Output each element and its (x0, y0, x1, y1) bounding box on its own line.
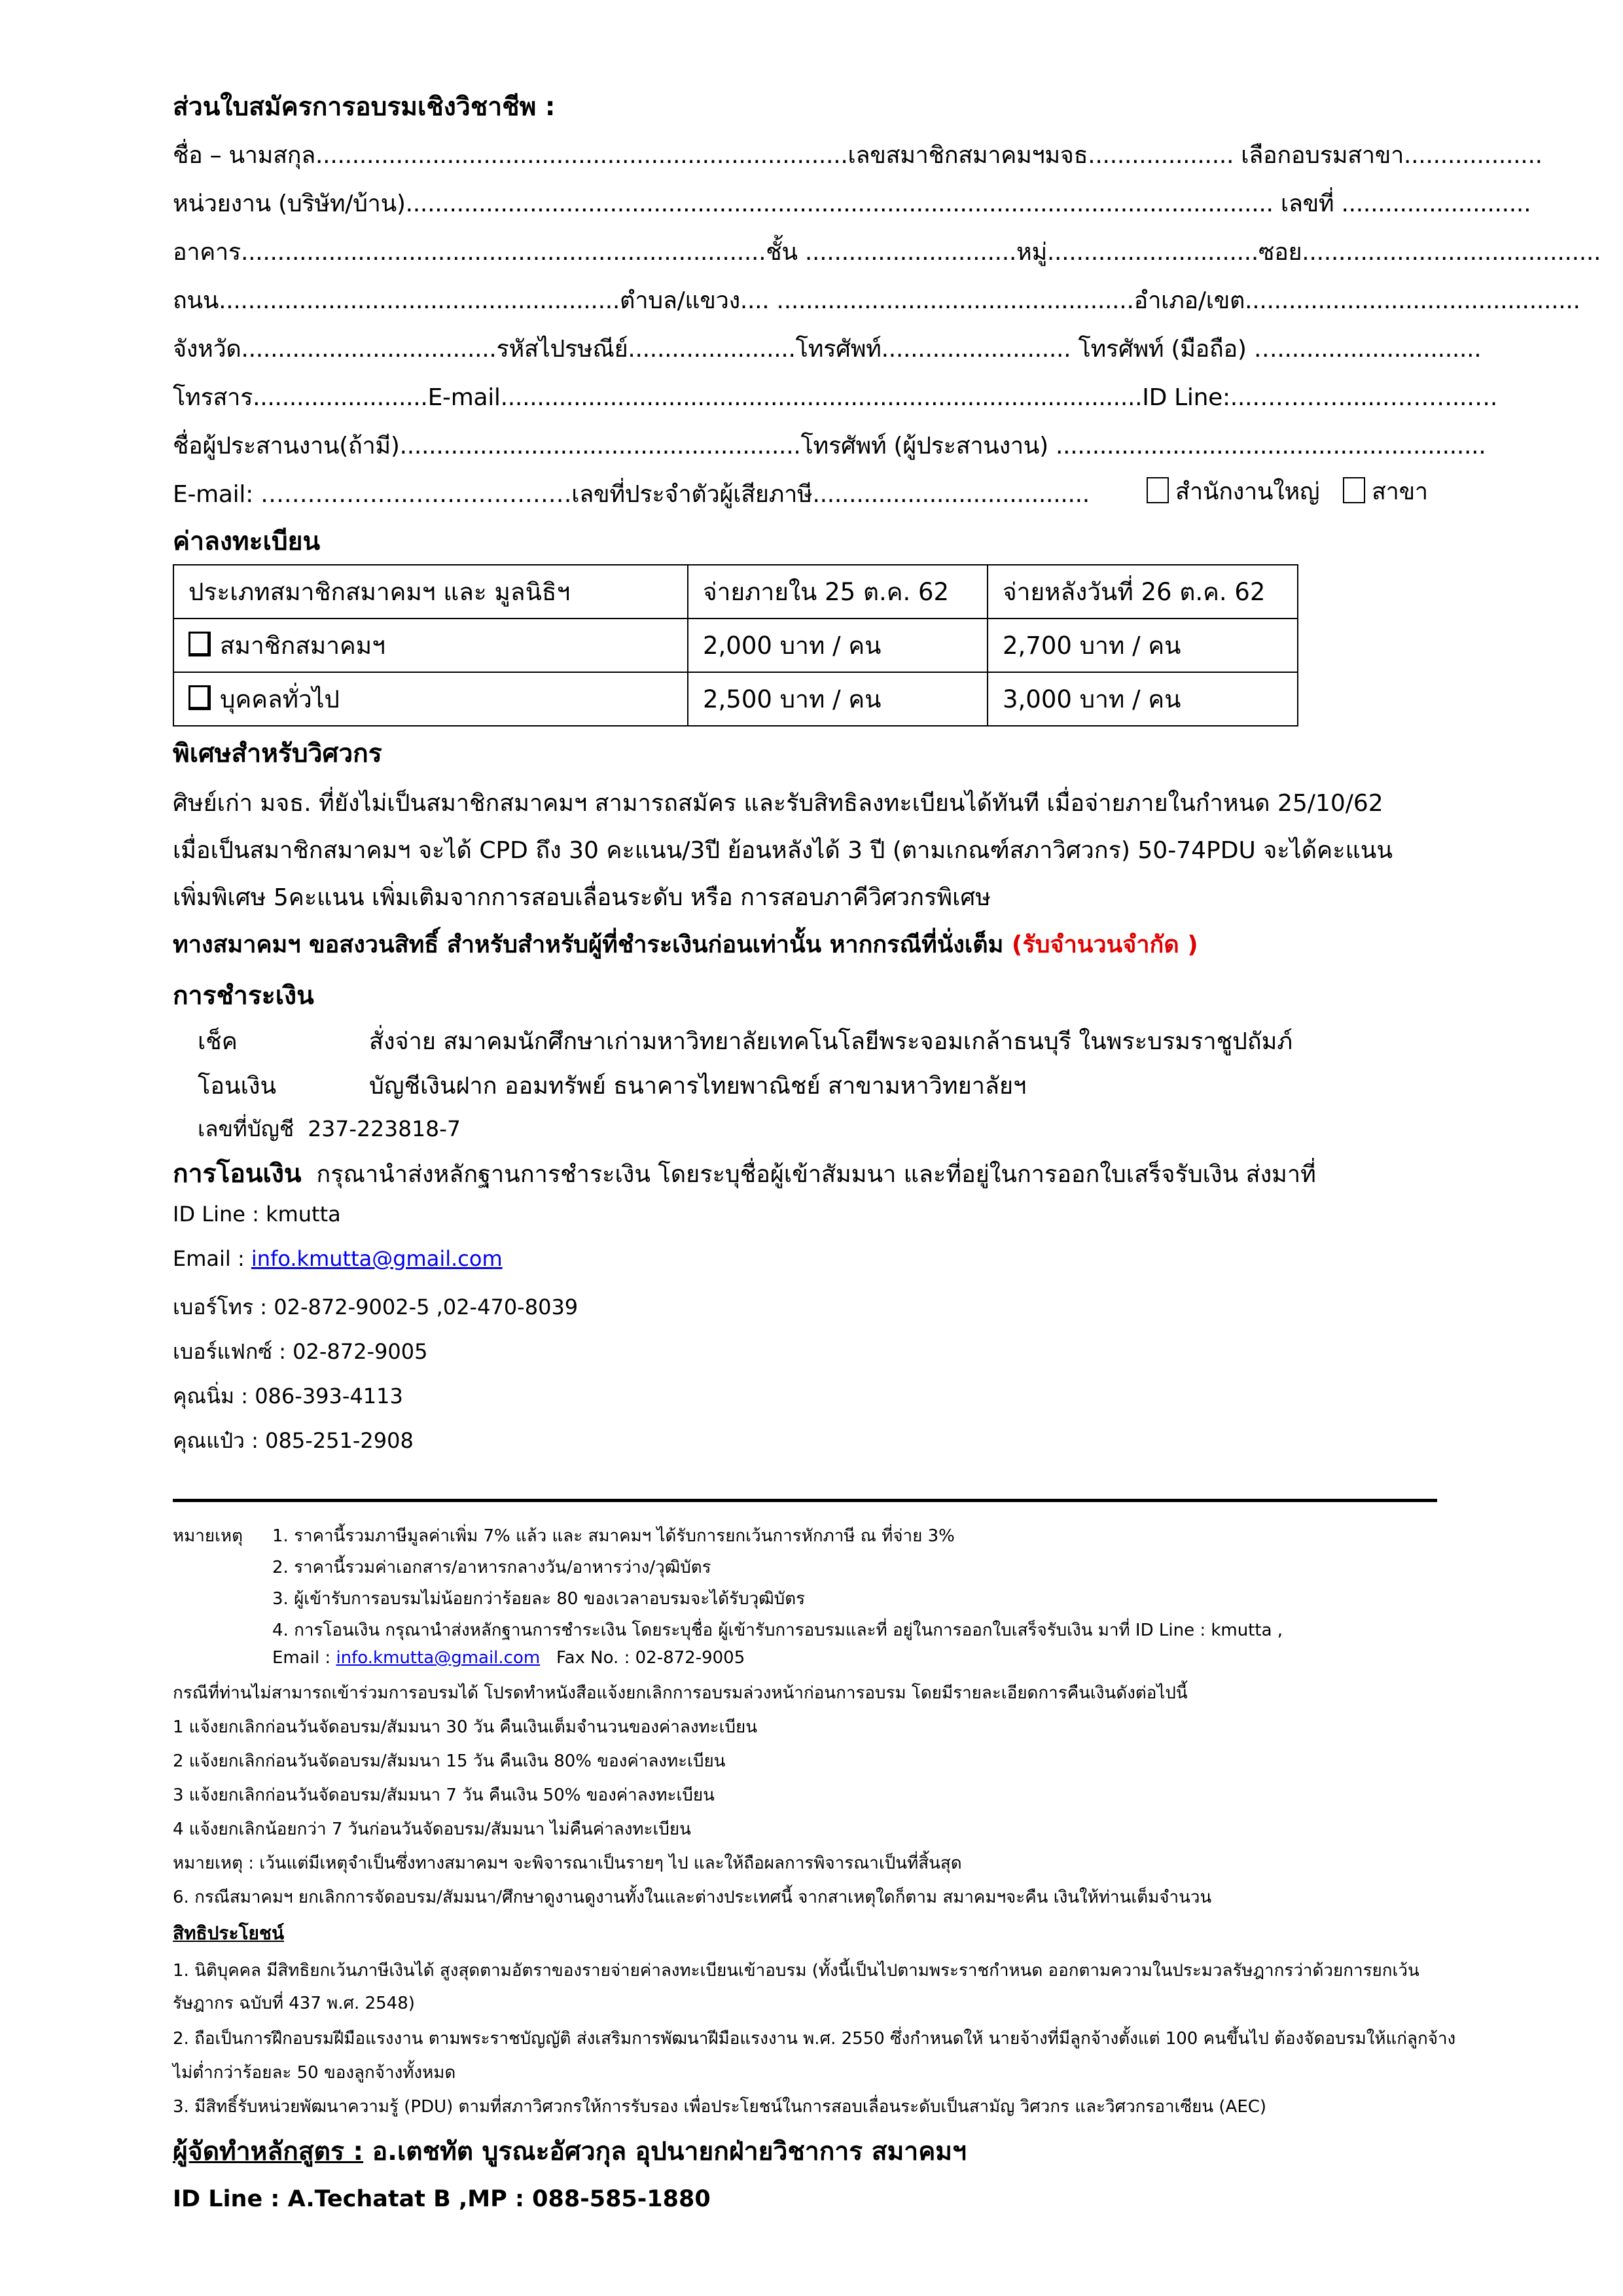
organizer-name: อ.เตชทัต บูรณะอัศวกุล อุปนายกฝ่ายวิชาการ สมาคมฯ (363, 2137, 967, 2166)
transfer-instructions (173, 1153, 1316, 1194)
cheque-label: เช็ค (198, 1028, 238, 1055)
transfer-heading: การโอนเงิน (173, 1159, 302, 1189)
general-type-cell[interactable] (173, 672, 688, 726)
cancel-item: หมายเหตุ : เว้นแต่มีเหตุจำเป็นซึ่งทางสมาคมฯ จะพิจารณาเป็นรายๆ ไป และให้ถือผลการพิจารณาเป็นที่สิ้นสุด (173, 1854, 962, 1873)
form-title: ส่วนใบสมัครการอบรมเชิงวิชาชีพ : (173, 92, 556, 122)
general-checkbox[interactable] (188, 685, 211, 710)
member-checkbox[interactable] (188, 632, 211, 656)
head-office-option[interactable] (1147, 473, 1319, 510)
form-line-province[interactable]: จังหวัด...................................รหัสไปรษณีย์.......................โทรศัพท์.......................... โทรศัพท์ (มือถือ) …............................ (173, 336, 1482, 363)
cancel-intro: กรณีที่ท่านไม่สามารถเข้าร่วมการอบรมได้ โปรดทำหนังสือแจ้งยกเลิกการอบรมล่วงหน้าก่อนการอบรม โดยมีรายละเอียดการคืนเงินดังต่อไปนี้ (173, 1683, 1188, 1703)
cancel-item: 4 แจ้งยกเลิกน้อยกว่า 7 วันก่อนวันจัดอบรม/สัมมนา ไม่คืนค่าลงทะเบียน (173, 1820, 691, 1839)
table-header-row (173, 565, 1298, 619)
late-fee-cell: 3,000 บาท / คน (988, 672, 1298, 726)
note-email-label: Email : (272, 1648, 336, 1668)
cancel-item: 6. กรณีสมาคมฯ ยกเลิกการจัดอบรม/สัมมนา/ศึกษาดูงานดูงานทั้งในและต่างประเทศนี้ จากสาเหตุใดก็ตาม สมาคมฯจะคืน เงินให้ท่านเต็มจำนวน (173, 1888, 1212, 1907)
benefit-item: ไม่ต่ำกว่าร้อยละ 50 ของลูกจ้างทั้งหมด (173, 2063, 456, 2083)
branch-checkbox[interactable] (1343, 477, 1365, 503)
note-item: 3. ผู้เข้ารับการอบรมไม่น้อยกว่าร้อยละ 80 ของเวลาอบรมจะได้รับวุฒิบัตร (272, 1589, 806, 1609)
account-row (198, 1111, 461, 1146)
special-line: เพิ่มพิเศษ 5คะแนน เพิ่มเติมจากการสอบเลื่อนระดับ หรือ การสอบภาคีวิศวกรพิเศษ (173, 884, 991, 911)
note-item: 1. ราคานี้รวมภาษีมูลค่าเพิ่ม 7% แล้ว และ สมาคมฯ ได้รับการยกเว้นการหักภาษี ณ ที่จ่าย 3% (272, 1526, 955, 1546)
reserve-line (173, 925, 1198, 963)
form-line-coordinator[interactable]: ชื่อผู้ประสานงาน(ถ้ามี).......................................................โทรศัพท์ (ผู้ประสานงาน) ........................................................... (173, 433, 1486, 459)
note-item: 4. การโอนเงิน กรุณานำส่งหลักฐานการชำระเงิน โดยระบุชื่อ ผู้เข้ารับการอบรมและที่ อยู่ในการออกใบเสร็จรับเงิน มาที่ ID Line : kmutta , (272, 1621, 1283, 1640)
contact-person: คุณแป๋ว : 085-251-2908 (173, 1428, 414, 1453)
cancel-item: 3 แจ้งยกเลิกก่อนวันจัดอบรม/สัมมนา 7 วัน คืนเงิน 50% ของค่าลงทะเบียน (173, 1785, 715, 1805)
table-header: ประเภทสมาชิกสมาคมฯ และ มูลนิธิฯ (173, 565, 688, 619)
early-fee-cell: 2,000 บาท / คน (688, 619, 988, 672)
early-fee-cell: 2,500 บาท / คน (688, 672, 988, 726)
contact-email-link[interactable]: info.kmutta@gmail.com (251, 1246, 503, 1271)
table-header: จ่ายภายใน 25 ต.ค. 62 (688, 565, 988, 619)
special-line: เมื่อเป็นสมาชิกสมาคมฯ จะได้ CPD ถึง 30 คะแนน/3ปี ย้อนหลังได้ 3 ปี (ตามเกณฑ์สภาวิศวกร) 50-74PDU จะได้คะแนน (173, 837, 1393, 864)
reserve-text: ทางสมาคมฯ ขอสงวนสิทธิ์ สำหรับสำหรับผู้ที่ชำระเงินก่อนเท่านั้น หากกรณีที่นั่งเต็ม (173, 931, 1004, 958)
contact-phone: เบอร์โทร : 02-872-9002-5 ,02-470-8039 (173, 1295, 579, 1319)
cancel-item: 1 แจ้งยกเลิกก่อนวันจัดอบรม/สัมมนา 30 วัน คืนเงินเต็มจำนวนของค่าลงทะเบียน (173, 1717, 758, 1737)
divider (173, 1499, 1437, 1502)
organizer-label: ผู้จัดทำหลักสูตร : (173, 2137, 364, 2166)
contact-email-label: Email : (173, 1246, 251, 1271)
contact-person: คุณนิ่ม : 086-393-4113 (173, 1384, 403, 1408)
table-row (173, 672, 1298, 726)
form-line-name[interactable]: ชื่อ – นามสกุล.........................................................................เลขสมาชิกสมาคมฯมจธ.................... เลือกอบรมสาขา................... (173, 142, 1543, 169)
organizer-row (173, 2131, 967, 2172)
contact-id-line: ID Line : kmutta (173, 1202, 341, 1227)
benefit-item: 1. นิติบุคคล มีสิทธิยกเว้นภาษีเงินได้ สูงสุดตามอัตราของรายจ่ายค่าลงทะเบียนเข้าอบรม (ทั้งนี้เป็นไปตามพระราชกำหนด ออกตามความในประมวลรัษฎากรว่าด้วยการยกเว้น (173, 1961, 1419, 1981)
account-label: เลขที่บัญชี (198, 1116, 294, 1141)
form-line-building[interactable]: อาคาร........................................................................ชั้น .............................หมู่.............................ซอย......................................... (173, 239, 1601, 266)
fees-heading: ค่าลงทะเบียน (173, 527, 321, 556)
table-row (173, 619, 1298, 672)
head-office-checkbox[interactable] (1147, 477, 1169, 503)
cheque-value: สั่งจ่าย สมาคมนักศึกษาเก่ามหาวิทยาลัยเทคโนโลยีพระจอมเกล้าธนบุรี ในพระบรมราชูปถัมภ์ (369, 1028, 1293, 1055)
transfer-text: กรุณานำส่งหลักฐานการชำระเงิน โดยระบุชื่อผู้เข้าสัมมนา และที่อยู่ในการออกใบเสร็จรับเงิน ส่งมาที่ (316, 1161, 1316, 1188)
note-email-link[interactable]: info.kmutta@gmail.com (336, 1648, 541, 1668)
cancel-item: 2 แจ้งยกเลิกก่อนวันจัดอบรม/สัมมนา 15 วัน คืนเงิน 80% ของค่าลงทะเบียน (173, 1751, 726, 1771)
form-line-taxid[interactable]: E-mail: ……………….…………………เลขที่ประจำตัวผู้เสียภาษี...................................... (173, 481, 1090, 508)
branch-option[interactable] (1343, 473, 1428, 510)
benefits-heading: สิทธิประโยชน์ (173, 1922, 285, 1944)
benefit-item: 2. ถือเป็นการฝึกอบรมฝีมือแรงงาน ตามพระราชบัญญัติ ส่งเสริมการพัฒนาฝีมือแรงงาน พ.ศ. 2550 ซึ่งกำหนดให้ นายจ้างที่มีลูกจ้างตั้งแต่ 100 คนขึ้นไป ต้องจัดอบรมให้แก่ลูกจ้าง (173, 2029, 1456, 2049)
transfer-label: โอนเงิน (198, 1073, 277, 1100)
special-line: ศิษย์เก่า มจธ. ที่ยังไม่เป็นสมาชิกสมาคมฯ สามารถสมัคร และรับสิทธิลงทะเบียนได้ทันที เมื่อจ่ายภายในกำหนด 25/10/62 (173, 790, 1383, 817)
payment-heading: การชำระเงิน (173, 981, 314, 1011)
form-line-company[interactable]: หน่วยงาน (บริษัท/บ้าน)....................................................................................................................... เลขที่ .......................... (173, 190, 1531, 217)
transfer-value: บัญชีเงินฝาก ออมทรัพย์ ธนาคารไทยพาณิชย์ สาขามหาวิทยาลัยฯ (369, 1073, 1027, 1100)
fees-table (173, 564, 1298, 726)
organizer-contact: ID Line : A.Techatat B ,MP : 088-585-1880 (173, 2186, 711, 2212)
notes-label: หมายเหตุ (173, 1526, 243, 1546)
contact-fax: เบอร์แฟกซ์ : 02-872-9005 (173, 1339, 428, 1364)
benefit-item: รัษฎากร ฉบับที่ 437 พ.ศ. 2548) (173, 1994, 415, 2013)
special-heading: พิเศษสำหรับวิศวกร (173, 739, 382, 768)
note-fax: Fax No. : 02-872-9005 (556, 1648, 745, 1668)
note-item: 2. ราคานี้รวมค่าเอกสาร/อาหารกลางวัน/อาหารว่าง/วุฒิบัตร (272, 1558, 711, 1577)
member-type-label: สมาชิกสมาคมฯ (220, 631, 385, 660)
note-email-row (272, 1648, 745, 1668)
account-number: 237-223818-7 (308, 1116, 461, 1141)
reserve-note: (รับจำนวนจำกัด ) (1011, 931, 1198, 958)
member-type-cell[interactable] (173, 619, 688, 672)
benefit-item: 3. มีสิทธิ์รับหน่วยพัฒนาความรู้ (PDU) ตามที่สภาวิศวกรให้การรับรอง เพื่อประโยชน์ในการสอบเลื่อนระดับเป็นสามัญ วิศวกร และวิศวกรอาเซียน (AEC) (173, 2097, 1267, 2117)
form-line-fax[interactable]: โทรสาร........................E-mail........................................................................................ID Line:...………….....………..…. (173, 384, 1497, 411)
branch-label: สาขา (1372, 478, 1428, 505)
contact-email-row (173, 1246, 503, 1271)
table-header: จ่ายหลังวันที่ 26 ต.ค. 62 (988, 565, 1298, 619)
general-type-label: บุคคลทั่วไป (220, 685, 340, 713)
late-fee-cell: 2,700 บาท / คน (988, 619, 1298, 672)
form-line-road[interactable]: ถนน.......................................................ตำบล/แขวง.... .................................................อำเภอ/เขต.............................................. (173, 287, 1580, 314)
head-office-label: สำนักงานใหญ่ (1175, 478, 1320, 505)
